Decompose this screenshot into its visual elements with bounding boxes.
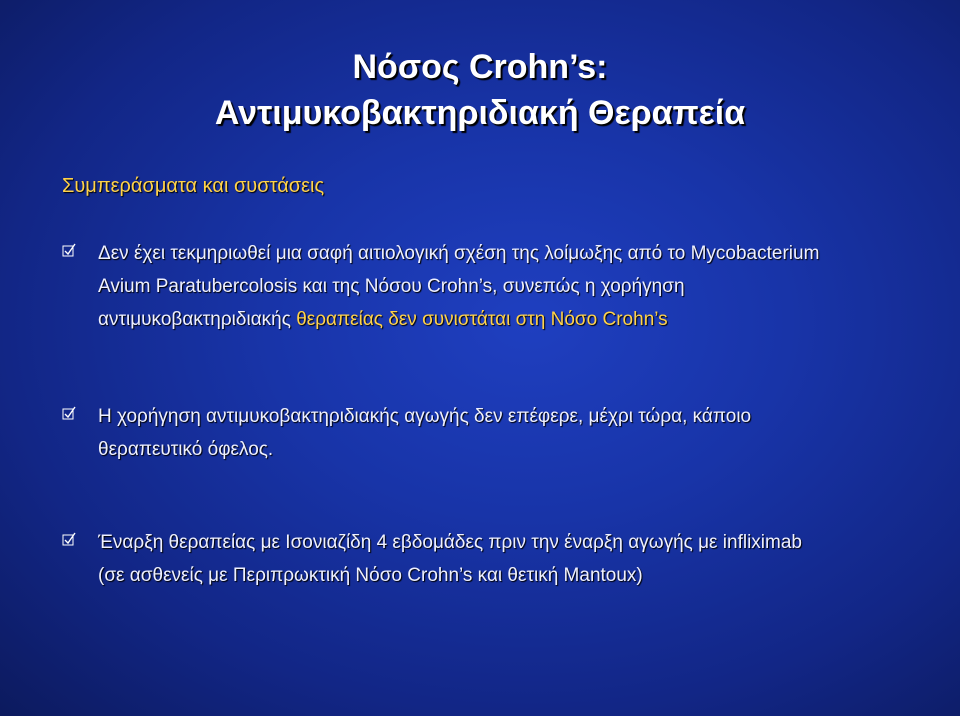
bullet-1-text <box>98 237 928 336</box>
checkbox-check-icon <box>62 243 76 257</box>
bullet-2-text <box>98 400 928 466</box>
bullet-1-line-1: Δεν έχει τεκμηριωθεί μια σαφή αιτιολογική σχέση της λοίμωξης από το Mycobacterium <box>98 243 820 264</box>
bullet-3-line-1: Έναρξη θεραπείας με Ισονιαζίδη 4 εβδομάδες πριν την έναρξη αγωγής με infliximab <box>98 532 802 553</box>
bullet-2-line-1: Η χορήγηση αντιμυκοβακτηριδιακής αγωγής δεν επέφερε, μέχρι τώρα, κάποιο <box>98 406 752 427</box>
section-subtitle: Συμπεράσματα και συστάσεις <box>62 175 325 197</box>
slide-title-line-2: Αντιμυκοβακτηριδιακή Θεραπεία <box>214 94 746 132</box>
bullet-3-line-2: (σε ασθενείς με Περιπρωκτική Νόσο Crohn’s και θετική Mantoux) <box>98 565 643 586</box>
slide-title-line-1: Νόσος Crohn’s: <box>352 48 608 86</box>
bullet-1-line-3 <box>98 303 928 336</box>
bullet-3-text <box>98 526 928 592</box>
checkbox-check-icon <box>62 532 76 546</box>
bullet-1-line-3-plain: αντιμυκοβακτηριδιακής <box>98 309 297 330</box>
bullet-1-highlight: θεραπείας δεν συνιστάται στη Νόσο Crohn’s <box>296 309 668 330</box>
bullet-2-line-2: θεραπευτικό όφελος. <box>98 439 274 460</box>
bullet-1-line-2: Avium Paratubercolosis και της Νόσου Crohn’s, συνεπώς η χορήγηση <box>98 276 685 297</box>
checkbox-check-icon <box>62 406 76 420</box>
